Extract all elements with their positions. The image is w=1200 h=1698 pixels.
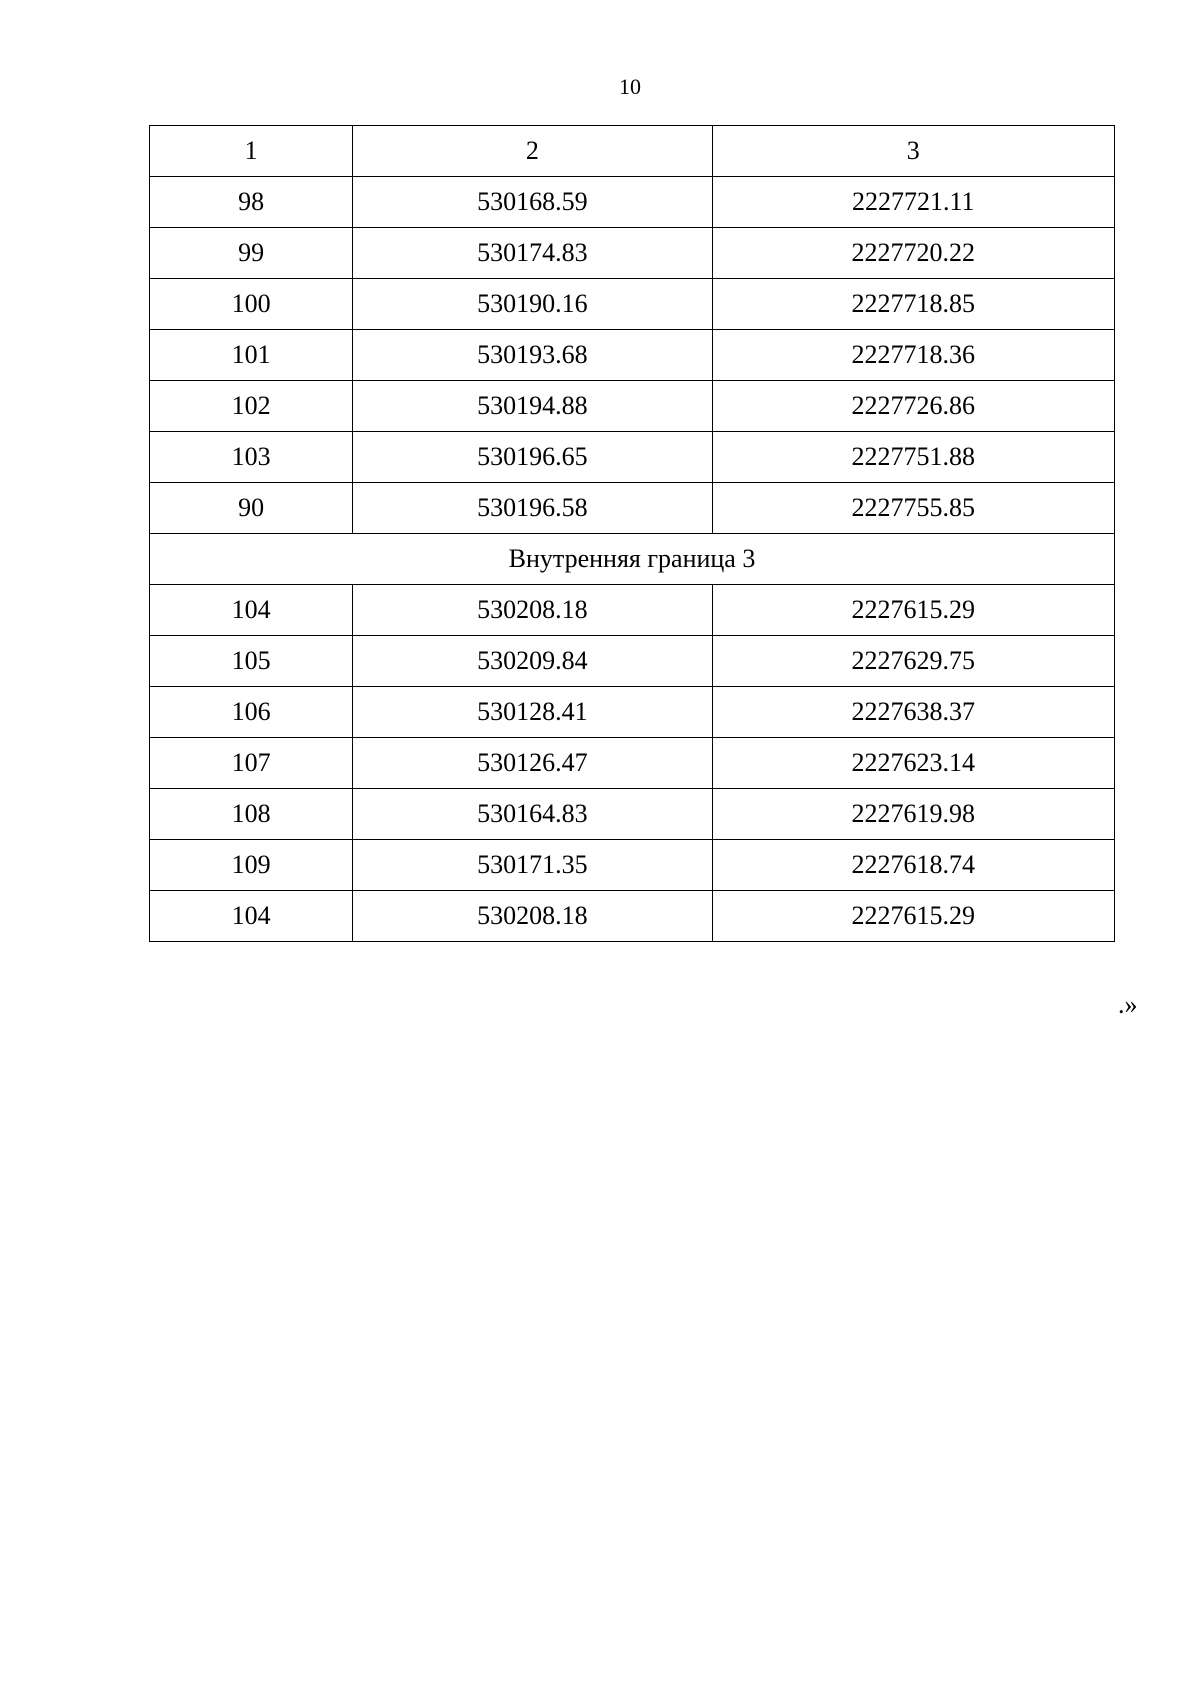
y-coordinate-cell: 2227726.86 <box>712 381 1114 432</box>
table-row <box>150 279 1115 330</box>
point-number-cell: 98 <box>150 177 353 228</box>
x-coordinate-cell: 530190.16 <box>353 279 712 330</box>
x-coordinate-cell: 530196.58 <box>353 483 712 534</box>
table-row <box>150 228 1115 279</box>
point-number-cell: 105 <box>150 636 353 687</box>
point-number-cell: 106 <box>150 687 353 738</box>
table-row <box>150 585 1115 636</box>
point-number-cell: 107 <box>150 738 353 789</box>
y-coordinate-cell: 2227615.29 <box>712 585 1114 636</box>
table-row <box>150 789 1115 840</box>
x-coordinate-cell: 530208.18 <box>353 585 712 636</box>
table-row <box>150 687 1115 738</box>
table-header-row <box>150 126 1115 177</box>
x-coordinate-cell: 530171.35 <box>353 840 712 891</box>
section-title-row <box>150 534 1115 585</box>
point-number-cell: 101 <box>150 330 353 381</box>
table-row <box>150 636 1115 687</box>
x-coordinate-cell: 530196.65 <box>353 432 712 483</box>
x-coordinate-cell: 530164.83 <box>353 789 712 840</box>
y-coordinate-cell: 2227755.85 <box>712 483 1114 534</box>
x-coordinate-cell: 530194.88 <box>353 381 712 432</box>
y-coordinate-cell: 2227638.37 <box>712 687 1114 738</box>
table-row <box>150 381 1115 432</box>
point-number-cell: 104 <box>150 585 353 636</box>
point-number-cell: 90 <box>150 483 353 534</box>
point-number-cell: 108 <box>150 789 353 840</box>
y-coordinate-cell: 2227623.14 <box>712 738 1114 789</box>
table-row <box>150 177 1115 228</box>
header-cell: 2 <box>353 126 712 177</box>
x-coordinate-cell: 530174.83 <box>353 228 712 279</box>
page-number: 10 <box>619 74 641 99</box>
x-coordinate-cell: 530128.41 <box>353 687 712 738</box>
table-row <box>150 840 1115 891</box>
header-cell: 1 <box>150 126 353 177</box>
header-cell: 3 <box>712 126 1114 177</box>
table-row <box>150 432 1115 483</box>
table-row <box>150 330 1115 381</box>
y-coordinate-cell: 2227618.74 <box>712 840 1114 891</box>
point-number-cell: 109 <box>150 840 353 891</box>
y-coordinate-cell: 2227718.85 <box>712 279 1114 330</box>
y-coordinate-cell: 2227751.88 <box>712 432 1114 483</box>
x-coordinate-cell: 530209.84 <box>353 636 712 687</box>
section-title-cell: Внутренняя граница 3 <box>150 534 1115 585</box>
table-row <box>150 483 1115 534</box>
point-number-cell: 100 <box>150 279 353 330</box>
table-row <box>150 738 1115 789</box>
y-coordinate-cell: 2227629.75 <box>712 636 1114 687</box>
coordinates-table <box>149 125 1115 942</box>
y-coordinate-cell: 2227718.36 <box>712 330 1114 381</box>
point-number-cell: 102 <box>150 381 353 432</box>
x-coordinate-cell: 530168.59 <box>353 177 712 228</box>
y-coordinate-cell: 2227720.22 <box>712 228 1114 279</box>
y-coordinate-cell: 2227615.29 <box>712 891 1114 942</box>
y-coordinate-cell: 2227619.98 <box>712 789 1114 840</box>
point-number-cell: 99 <box>150 228 353 279</box>
x-coordinate-cell: 530208.18 <box>353 891 712 942</box>
x-coordinate-cell: 530126.47 <box>353 738 712 789</box>
point-number-cell: 103 <box>150 432 353 483</box>
point-number-cell: 104 <box>150 891 353 942</box>
y-coordinate-cell: 2227721.11 <box>712 177 1114 228</box>
x-coordinate-cell: 530193.68 <box>353 330 712 381</box>
table-row <box>150 891 1115 942</box>
closing-quote-mark: .» <box>1118 990 1138 1019</box>
